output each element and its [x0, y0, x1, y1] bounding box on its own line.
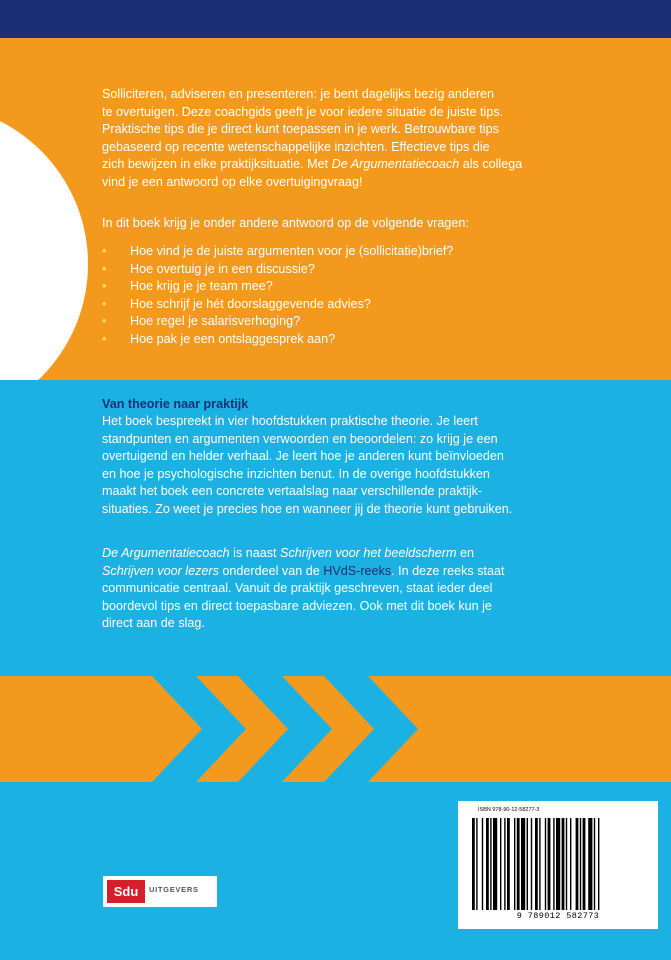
- questions-list: [102, 243, 622, 348]
- question-text: Hoe regel je salarisverhoging?: [130, 314, 301, 328]
- barcode-bar: [531, 818, 532, 910]
- intro-line-2: te overtuigen. Deze coachgids geeft je voor iedere situatie de juiste tips.: [102, 104, 504, 119]
- theory-paragraph: [102, 413, 582, 518]
- barcode-bar: [521, 818, 525, 910]
- question-text: Hoe overtuig je in een discussie?: [130, 261, 315, 276]
- closing-text: is naast: [229, 546, 281, 560]
- barcode-bar: [576, 818, 579, 910]
- closing-line-5: direct aan de slag.: [102, 616, 205, 630]
- barcode-bar: [580, 818, 581, 910]
- blue-chevron-3: [324, 676, 418, 782]
- closing-related-title-1: Schrijven voor het beeldscherm: [280, 546, 457, 560]
- barcode-bar: [570, 818, 571, 910]
- theory-line-5: maakt het boek een concrete vertaalslag naar verschillende praktijk-: [102, 484, 483, 498]
- closing-text: . In deze reeks staat: [391, 563, 505, 578]
- barcode-bar: [500, 818, 501, 910]
- barcode-bar: [514, 818, 515, 910]
- closing-related-title-2: Schrijven voor lezers: [102, 563, 219, 578]
- barcode-bar: [545, 818, 546, 910]
- question-text: Hoe pak je een ontslaggesprek aan?: [130, 331, 336, 346]
- intro-line-5: zich bewijzen in elke praktijksituatie. Met: [102, 157, 332, 171]
- barcode-bar: [553, 818, 554, 910]
- barcode-digits: 9 789012 582773: [516, 911, 600, 921]
- theory-line-2: standpunten en argumenten verwoorden en beoordelen: zo krijg je een: [102, 431, 498, 446]
- question-item: [102, 296, 622, 314]
- barcode-bar: [507, 818, 510, 910]
- question-item: [102, 278, 622, 296]
- publisher-name: UITGEVERS: [149, 885, 199, 894]
- theory-line-1: Het boek bespreekt in vier hoofdstukken praktische theorie. Je leert: [102, 414, 478, 428]
- closing-text: onderdeel van de: [218, 563, 324, 578]
- blue-chevron-2: [238, 676, 332, 782]
- white-circle-decoration: [0, 104, 88, 380]
- intro-line-3: Praktische tips die je direct kunt toepassen in je werk. Betrouwbare tips: [102, 122, 499, 136]
- bullet-icon: •: [102, 244, 107, 258]
- barcode-bar: [490, 818, 491, 910]
- question-item: [102, 261, 622, 279]
- barcode-bar: [476, 818, 477, 910]
- question-text: Hoe schrijf je hét doorslaggevende advies?: [130, 296, 371, 311]
- questions-intro: In dit boek krijg je onder andere antwoord op de volgende vragen:: [102, 216, 469, 230]
- intro-line-4: gebaseerd op recente wetenschappelijke inzichten. Effectieve tips die: [102, 139, 490, 154]
- intro-line-5-end: als collega: [459, 157, 523, 171]
- barcode-bar: [504, 818, 505, 910]
- question-item: [102, 313, 622, 331]
- barcode-bar: [588, 818, 592, 910]
- sdu-logo-mark: Sdu: [107, 880, 145, 903]
- closing-text: en: [456, 546, 474, 560]
- bullet-icon: •: [102, 261, 107, 276]
- barcode-bar: [535, 818, 538, 910]
- question-text: Hoe vind je de juiste argumenten voor je (sollicitatie)brief?: [130, 244, 454, 258]
- series-name: HVdS-reeks: [323, 563, 392, 578]
- theory-line-6: situaties. Zo weet je precies hoe en wanneer jij de theorie kunt gebruiken.: [102, 501, 513, 516]
- blue-chevron-1: [152, 676, 246, 782]
- closing-paragraph: [102, 545, 582, 633]
- bullet-icon: •: [102, 314, 107, 328]
- publisher-logo: [103, 876, 217, 907]
- barcode-bar: [486, 818, 489, 910]
- question-item: [102, 331, 622, 349]
- question-text: Hoe krijg je je team mee?: [130, 279, 273, 293]
- barcode-bar: [598, 818, 599, 910]
- theory-line-4: en hoe je psychologische inzichten benut. In de overige hoofdstukken: [102, 466, 490, 481]
- chevron-arrows-decoration: [0, 676, 671, 782]
- barcode-bar: [539, 818, 540, 910]
- bullet-icon: •: [102, 279, 107, 293]
- closing-book-title: De Argumentatiecoach: [102, 546, 230, 560]
- barcode-bar: [527, 818, 528, 910]
- barcode-bar: [556, 818, 560, 910]
- closing-line-3: communicatie centraal. Vanuit de praktijk geschreven, staat ieder deel: [102, 581, 493, 595]
- intro-line-6: vind je een antwoord op elke overtuigingvraag!: [102, 174, 363, 189]
- theory-line-3: overtuigend en helder verhaal. Je leert hoe je anderen kunt beïnvloeden: [102, 449, 504, 463]
- barcode-bar: [548, 818, 551, 910]
- barcode-bar: [594, 818, 595, 910]
- barcode-bar: [566, 818, 567, 910]
- barcode-bar: [472, 818, 475, 910]
- isbn-label: ISBN 978-90-12-58277-3: [478, 807, 540, 813]
- top-navy-bar: [0, 0, 671, 38]
- intro-line-1: Solliciteren, adviseren en presenteren: je bent dagelijks bezig anderen: [102, 87, 495, 101]
- closing-line-4: boordevol tips en direct toepasbare adviezen. Ook met dit boek kun je: [102, 598, 492, 613]
- intro-book-title: De Argumentatiecoach: [331, 157, 460, 171]
- bullet-icon: •: [102, 296, 107, 311]
- isbn-barcode-box: [458, 801, 658, 929]
- barcode-bar: [482, 818, 483, 910]
- barcode-bar: [562, 818, 565, 910]
- barcode-graphic: [472, 818, 648, 910]
- bullet-icon: •: [102, 331, 107, 346]
- barcode-bar: [493, 818, 497, 910]
- intro-paragraph: [102, 86, 622, 191]
- question-item: [102, 243, 622, 261]
- section-title: Van theorie naar praktijk: [102, 397, 249, 411]
- barcode-bar: [583, 818, 586, 910]
- barcode-bar: [517, 818, 520, 910]
